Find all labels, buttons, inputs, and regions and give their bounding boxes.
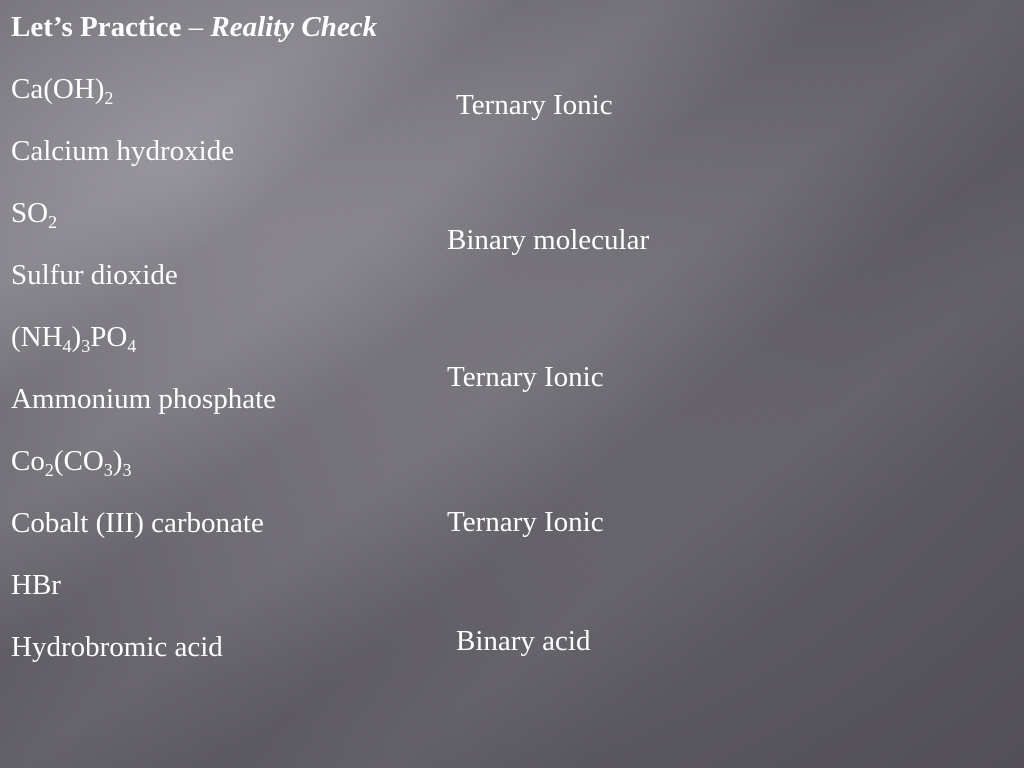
title-main: Let’s Practice [11, 11, 182, 43]
formula-sulfur-dioxide: $SO_2$ [11, 197, 58, 232]
name-hydrobromic-acid: Hydrobromic acid [11, 631, 223, 663]
slide-title [11, 10, 377, 44]
name-calcium-hydroxide: Calcium hydroxide [11, 135, 235, 167]
answer-cobalt-carbonate: Ternary Ionic [447, 506, 604, 538]
answer-calcium-hydroxide: Ternary Ionic [456, 89, 613, 121]
answer-sulfur-dioxide: Binary molecular [447, 224, 650, 256]
formula-calcium-hydroxide: $Ca(OH)_2$ [11, 73, 114, 108]
answer-hydrobromic-acid: Binary acid [456, 625, 591, 657]
name-ammonium-phosphate: Ammonium phosphate [11, 383, 277, 415]
title-dash: – [181, 11, 211, 43]
name-sulfur-dioxide: Sulfur dioxide [11, 259, 178, 291]
answer-ammonium-phosphate: Ternary Ionic [447, 361, 604, 393]
formula-cobalt-carbonate: $Co_2(CO_3)_3$ [11, 445, 132, 480]
title-subtitle: Reality Check [210, 11, 378, 43]
formula-hydrobromic-acid: HBr [11, 569, 61, 601]
name-cobalt-carbonate: Cobalt (III) carbonate [11, 507, 264, 539]
compound-list [11, 72, 431, 692]
formula-ammonium-phosphate: $(NH_4)_3PO_4$ [11, 321, 137, 356]
